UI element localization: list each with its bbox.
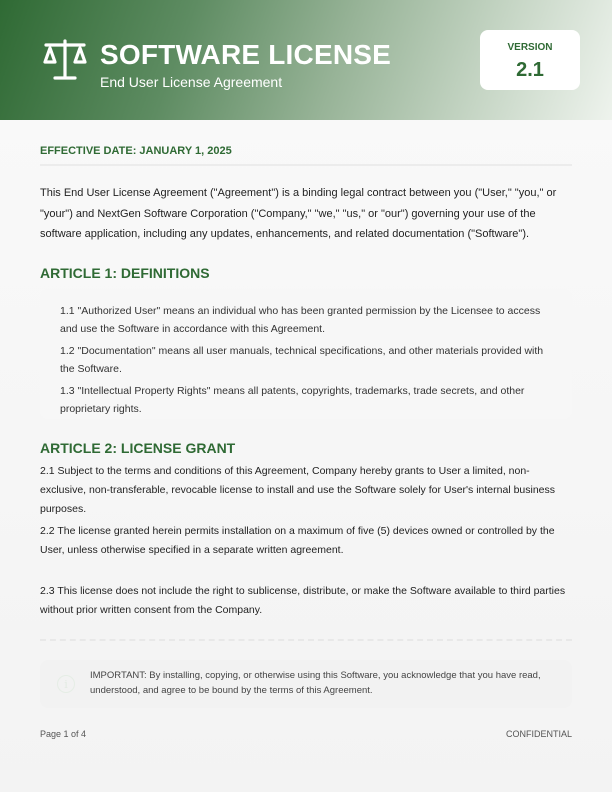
scales-of-justice-icon — [42, 39, 88, 81]
page-number: Page 1 of 4 — [40, 729, 87, 739]
article-2-heading: ARTICLE 2: LICENSE GRANT — [40, 440, 236, 456]
version-value: 2.1 — [516, 59, 544, 81]
article-1-heading: ARTICLE 1: DEFINITIONS — [40, 265, 210, 281]
definition-item: 1.1 "Authorized User" means an individual who has been granted permission by the Licensee to access and use the Software in accordance with this Agreement. — [60, 305, 541, 335]
intro-paragraph: This End User License Agreement ("Agreement") is a binding legal contract between you ("User," "you," or "your") and NextGen Software Corporation ("Company," "we," "us," or "our") governing your use of the software application, including any updates, enhancements, and related documentation ("Software"). — [40, 187, 557, 240]
effective-date: EFFECTIVE DATE: JANUARY 1, 2025 — [40, 145, 232, 157]
document-title: SOFTWARE LICENSE — [100, 39, 391, 70]
dashed-divider — [40, 639, 572, 641]
definition-item: 1.2 "Documentation" means all user manuals, technical specifications, and other materials provided with the Software. — [60, 345, 544, 375]
notice-text: IMPORTANT: By installing, copying, or otherwise using this Software, you acknowledge that you have read, understood, and agree to be bound by the terms of this Agreement. — [90, 670, 541, 696]
definition-item: 1.3 "Intellectual Property Rights" means all patents, copyrights, trademarks, trade secrets, and other proprietary rights. — [60, 385, 525, 415]
document-subtitle: End User License Agreement — [100, 74, 283, 90]
clause-item: 2.1 Subject to the terms and conditions of this Agreement, Company hereby grants to User a limited, non-exclusive, non-transferable, revocable license to install and use the Software solely for User's internal business purposes. — [40, 465, 556, 515]
confidential-label: CONFIDENTIAL — [505, 729, 572, 739]
version-badge — [480, 30, 580, 90]
divider — [40, 164, 572, 166]
info-icon: i — [57, 675, 75, 693]
version-label: VERSION — [507, 42, 553, 53]
clause-item: 2.2 The license granted herein permits installation on a maximum of five (5) devices owned or controlled by the User, unless otherwise specified in a separate written agreement. — [40, 525, 555, 556]
clause-item: 2.3 This license does not include the right to sublicense, distribute, or make the Software available to third parties without prior written consent from the Company. — [40, 585, 566, 616]
document-header — [0, 0, 612, 120]
